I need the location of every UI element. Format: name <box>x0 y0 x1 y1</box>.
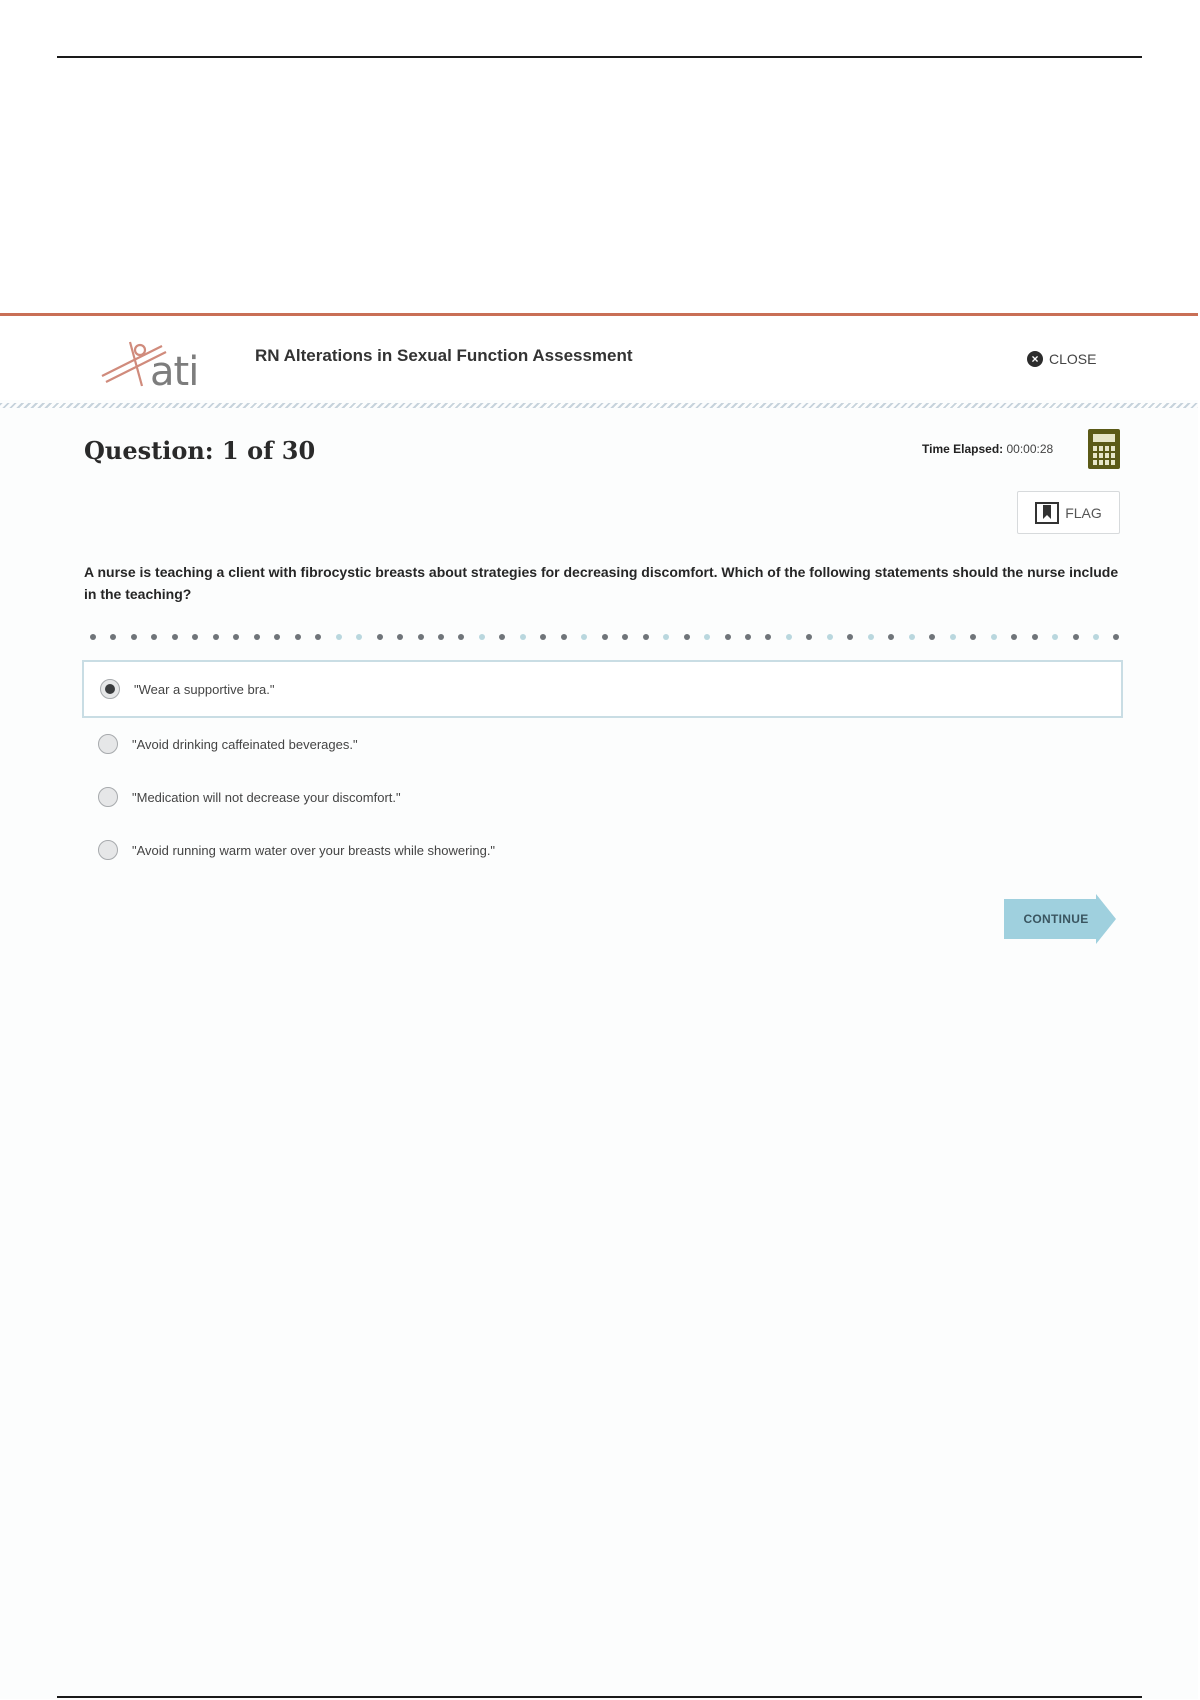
answer-option-1[interactable] <box>82 660 1123 718</box>
assessment-screen <box>0 313 1198 1699</box>
progress-dot <box>1032 634 1038 640</box>
progress-dot <box>151 634 157 640</box>
progress-dot <box>499 634 505 640</box>
progress-dot <box>704 634 710 640</box>
progress-dot <box>233 634 239 640</box>
progress-dot <box>377 634 383 640</box>
progress-dot <box>1052 634 1058 640</box>
progress-dot <box>1011 634 1017 640</box>
progress-dot <box>725 634 731 640</box>
progress-dot <box>192 634 198 640</box>
progress-dot <box>520 634 526 640</box>
calculator-icon[interactable] <box>1088 429 1120 469</box>
progress-dot <box>131 634 137 640</box>
progress-dot <box>254 634 260 640</box>
progress-dot <box>888 634 894 640</box>
flag-button[interactable] <box>1017 491 1120 534</box>
progress-dot <box>397 634 403 640</box>
app-header <box>0 316 1198 400</box>
progress-dot <box>479 634 485 640</box>
close-circle-icon: × <box>1027 351 1043 367</box>
progress-dot <box>950 634 956 640</box>
progress-dot <box>274 634 280 640</box>
progress-dot <box>643 634 649 640</box>
progress-dot <box>991 634 997 640</box>
progress-dot <box>213 634 219 640</box>
continue-label: CONTINUE <box>1023 912 1089 926</box>
progress-dot <box>970 634 976 640</box>
progress-dot <box>172 634 178 640</box>
page-bottom-rule <box>57 1696 1142 1698</box>
progress-dot <box>418 634 424 640</box>
progress-dot <box>1093 634 1099 640</box>
radio-button-selected[interactable] <box>100 679 120 699</box>
page-top-rule <box>57 56 1142 58</box>
progress-dot <box>540 634 546 640</box>
progress-dot <box>806 634 812 640</box>
question-counter: Question: 1 of 30 <box>84 436 316 465</box>
progress-dot <box>315 634 321 640</box>
close-button[interactable] <box>1027 351 1096 367</box>
answer-option-4[interactable] <box>82 824 1123 876</box>
radio-button[interactable] <box>98 734 118 754</box>
assessment-title: RN Alterations in Sexual Function Assessment <box>255 346 633 365</box>
progress-dot <box>1073 634 1079 640</box>
progress-dot <box>458 634 464 640</box>
answer-label: "Avoid running warm water over your breasts while showering." <box>132 842 496 858</box>
answer-label: "Avoid drinking caffeinated beverages." <box>132 736 358 752</box>
question-stem: A nurse is teaching a client with fibrocystic breasts about strategies for decreasing discomfort. Which of the following statements should the nurse include in the teaching? <box>84 564 1119 602</box>
radio-button[interactable] <box>98 787 118 807</box>
progress-dot <box>827 634 833 640</box>
progress-dot <box>765 634 771 640</box>
time-elapsed <box>922 442 1053 456</box>
flag-label: FLAG <box>1065 504 1102 521</box>
progress-dot <box>602 634 608 640</box>
progress-dot <box>909 634 915 640</box>
logo-text: ati <box>150 349 199 395</box>
progress-dot <box>438 634 444 640</box>
progress-dot <box>868 634 874 640</box>
answer-option-3[interactable] <box>82 771 1123 823</box>
continue-button[interactable] <box>1004 894 1121 946</box>
time-elapsed-label: Time Elapsed: <box>922 442 1004 456</box>
progress-dot <box>684 634 690 640</box>
time-elapsed-value: 00:00:28 <box>1006 442 1054 456</box>
progress-dot <box>663 634 669 640</box>
bookmark-flag-icon <box>1035 502 1059 524</box>
answer-options <box>82 660 1123 877</box>
progress-dot <box>847 634 853 640</box>
answer-option-2[interactable] <box>82 718 1123 770</box>
progress-dot <box>295 634 301 640</box>
radio-button[interactable] <box>98 840 118 860</box>
progress-dot <box>622 634 628 640</box>
header-divider <box>0 403 1198 408</box>
progress-dot <box>786 634 792 640</box>
answer-label: "Wear a supportive bra." <box>134 681 275 697</box>
answer-label: "Medication will not decrease your discomfort." <box>132 789 401 805</box>
progress-dot <box>561 634 567 640</box>
progress-dot <box>1113 634 1119 640</box>
question-progress-dots <box>90 634 1120 640</box>
progress-dot <box>745 634 751 640</box>
progress-dot <box>110 634 116 640</box>
progress-dot <box>581 634 587 640</box>
progress-dot <box>929 634 935 640</box>
progress-dot <box>90 634 96 640</box>
close-label: CLOSE <box>1049 351 1097 367</box>
progress-dot <box>336 634 342 640</box>
progress-dot <box>356 634 362 640</box>
